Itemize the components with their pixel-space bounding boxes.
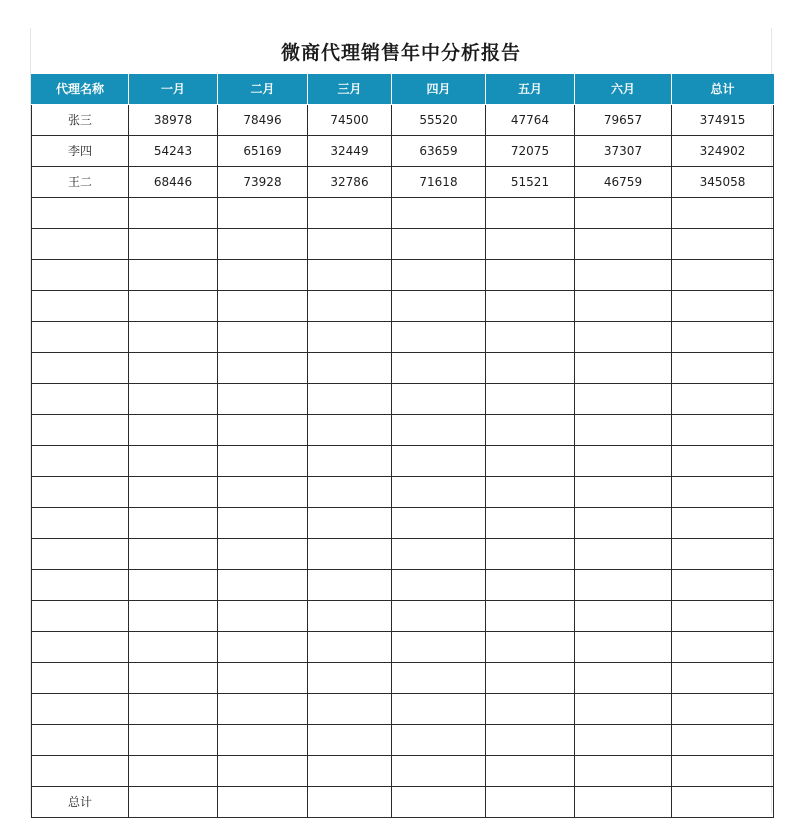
empty-cell[interactable] xyxy=(392,569,486,600)
empty-cell[interactable] xyxy=(129,507,218,538)
empty-row xyxy=(32,228,774,259)
empty-cell[interactable] xyxy=(575,693,672,724)
empty-cell[interactable] xyxy=(486,383,575,414)
header-apr[interactable]: 四月 xyxy=(392,74,486,104)
empty-cell[interactable] xyxy=(218,414,308,445)
empty-cell[interactable] xyxy=(575,259,672,290)
empty-cell[interactable] xyxy=(575,631,672,662)
empty-cell[interactable] xyxy=(129,383,218,414)
value-cell[interactable]: 71618 xyxy=(392,166,486,197)
value-cell[interactable]: 37307 xyxy=(575,135,672,166)
empty-cell[interactable] xyxy=(32,197,129,228)
empty-cell[interactable] xyxy=(32,290,129,321)
empty-cell[interactable] xyxy=(218,631,308,662)
value-cell[interactable]: 63659 xyxy=(392,135,486,166)
empty-cell[interactable] xyxy=(672,290,774,321)
empty-cell[interactable] xyxy=(32,321,129,352)
empty-cell[interactable] xyxy=(218,259,308,290)
empty-cell[interactable] xyxy=(486,259,575,290)
empty-cell[interactable] xyxy=(672,476,774,507)
empty-cell[interactable] xyxy=(308,321,392,352)
empty-cell[interactable] xyxy=(218,197,308,228)
empty-cell[interactable] xyxy=(129,259,218,290)
header-agent-name[interactable]: 代理名称 xyxy=(32,74,129,104)
empty-row xyxy=(32,569,774,600)
empty-cell[interactable] xyxy=(672,259,774,290)
empty-cell[interactable] xyxy=(392,352,486,383)
total-cell[interactable] xyxy=(129,786,218,817)
empty-cell[interactable] xyxy=(218,693,308,724)
empty-cell[interactable] xyxy=(218,538,308,569)
empty-row xyxy=(32,600,774,631)
value-cell[interactable]: 32449 xyxy=(308,135,392,166)
empty-row xyxy=(32,724,774,755)
header-may[interactable]: 五月 xyxy=(486,74,575,104)
empty-cell[interactable] xyxy=(218,290,308,321)
empty-cell[interactable] xyxy=(129,724,218,755)
empty-cell[interactable] xyxy=(672,352,774,383)
empty-cell[interactable] xyxy=(129,321,218,352)
empty-cell[interactable] xyxy=(308,197,392,228)
empty-cell[interactable] xyxy=(218,600,308,631)
empty-row xyxy=(32,414,774,445)
empty-cell[interactable] xyxy=(575,476,672,507)
empty-cell[interactable] xyxy=(129,445,218,476)
total-cell[interactable] xyxy=(218,786,308,817)
empty-cell[interactable] xyxy=(486,631,575,662)
empty-cell[interactable] xyxy=(308,414,392,445)
empty-cell[interactable] xyxy=(32,693,129,724)
empty-cell[interactable] xyxy=(308,538,392,569)
value-cell[interactable]: 73928 xyxy=(218,166,308,197)
empty-row xyxy=(32,693,774,724)
empty-cell[interactable] xyxy=(129,228,218,259)
empty-cell[interactable] xyxy=(392,507,486,538)
empty-cell[interactable] xyxy=(672,197,774,228)
empty-cell[interactable] xyxy=(129,569,218,600)
empty-cell[interactable] xyxy=(308,507,392,538)
empty-cell[interactable] xyxy=(486,662,575,693)
empty-cell[interactable] xyxy=(392,290,486,321)
empty-cell[interactable] xyxy=(32,538,129,569)
empty-cell[interactable] xyxy=(575,414,672,445)
empty-cell[interactable] xyxy=(486,321,575,352)
empty-cell[interactable] xyxy=(486,476,575,507)
header-total[interactable]: 总计 xyxy=(672,74,774,104)
empty-cell[interactable] xyxy=(218,228,308,259)
value-cell[interactable]: 55520 xyxy=(392,104,486,135)
empty-cell[interactable] xyxy=(672,662,774,693)
agent-name-cell[interactable]: 李四 xyxy=(32,135,129,166)
empty-cell[interactable] xyxy=(32,631,129,662)
empty-cell[interactable] xyxy=(218,569,308,600)
header-row xyxy=(32,74,774,104)
empty-cell[interactable] xyxy=(129,476,218,507)
empty-cell[interactable] xyxy=(129,414,218,445)
empty-cell[interactable] xyxy=(308,755,392,786)
empty-cell[interactable] xyxy=(575,445,672,476)
empty-cell[interactable] xyxy=(486,445,575,476)
empty-row xyxy=(32,259,774,290)
value-cell[interactable]: 79657 xyxy=(575,104,672,135)
empty-cell[interactable] xyxy=(575,600,672,631)
empty-cell[interactable] xyxy=(308,724,392,755)
total-row xyxy=(32,786,774,817)
value-cell[interactable]: 32786 xyxy=(308,166,392,197)
empty-cell[interactable] xyxy=(392,414,486,445)
empty-cell[interactable] xyxy=(129,693,218,724)
empty-cell[interactable] xyxy=(672,507,774,538)
value-cell[interactable]: 46759 xyxy=(575,166,672,197)
empty-cell[interactable] xyxy=(308,569,392,600)
empty-cell[interactable] xyxy=(32,755,129,786)
empty-cell[interactable] xyxy=(32,600,129,631)
empty-cell[interactable] xyxy=(575,538,672,569)
empty-cell[interactable] xyxy=(672,228,774,259)
empty-row xyxy=(32,631,774,662)
empty-cell[interactable] xyxy=(392,197,486,228)
empty-cell[interactable] xyxy=(32,662,129,693)
empty-cell[interactable] xyxy=(308,631,392,662)
empty-row xyxy=(32,755,774,786)
empty-cell[interactable] xyxy=(308,693,392,724)
empty-cell[interactable] xyxy=(392,600,486,631)
empty-cell[interactable] xyxy=(218,476,308,507)
empty-cell[interactable] xyxy=(32,724,129,755)
empty-cell[interactable] xyxy=(672,414,774,445)
empty-cell[interactable] xyxy=(308,445,392,476)
value-cell[interactable]: 345058 xyxy=(672,166,774,197)
empty-cell[interactable] xyxy=(486,290,575,321)
empty-cell[interactable] xyxy=(308,662,392,693)
value-cell[interactable]: 47764 xyxy=(486,104,575,135)
empty-cell[interactable] xyxy=(392,724,486,755)
empty-cell[interactable] xyxy=(32,259,129,290)
empty-row xyxy=(32,321,774,352)
value-cell[interactable]: 78496 xyxy=(218,104,308,135)
empty-cell[interactable] xyxy=(218,445,308,476)
empty-cell[interactable] xyxy=(129,290,218,321)
table-row xyxy=(32,166,774,197)
empty-cell[interactable] xyxy=(392,476,486,507)
empty-cell[interactable] xyxy=(575,662,672,693)
empty-cell[interactable] xyxy=(672,724,774,755)
empty-cell[interactable] xyxy=(32,476,129,507)
empty-cell[interactable] xyxy=(575,383,672,414)
value-cell[interactable]: 72075 xyxy=(486,135,575,166)
empty-row xyxy=(32,197,774,228)
empty-cell[interactable] xyxy=(672,755,774,786)
table-row xyxy=(32,135,774,166)
empty-cell[interactable] xyxy=(218,755,308,786)
empty-cell[interactable] xyxy=(575,290,672,321)
empty-cell[interactable] xyxy=(308,352,392,383)
value-cell[interactable]: 38978 xyxy=(129,104,218,135)
empty-cell[interactable] xyxy=(486,228,575,259)
empty-cell[interactable] xyxy=(129,662,218,693)
empty-cell[interactable] xyxy=(392,662,486,693)
empty-cell[interactable] xyxy=(486,352,575,383)
empty-cell[interactable] xyxy=(129,600,218,631)
empty-cell[interactable] xyxy=(129,352,218,383)
empty-cell[interactable] xyxy=(32,414,129,445)
empty-cell[interactable] xyxy=(575,755,672,786)
header-jan[interactable]: 一月 xyxy=(129,74,218,104)
empty-row xyxy=(32,290,774,321)
empty-cell[interactable] xyxy=(486,507,575,538)
empty-cell[interactable] xyxy=(218,662,308,693)
empty-cell[interactable] xyxy=(129,755,218,786)
empty-cell[interactable] xyxy=(486,755,575,786)
empty-cell[interactable] xyxy=(486,600,575,631)
empty-cell[interactable] xyxy=(392,228,486,259)
empty-row xyxy=(32,445,774,476)
empty-cell[interactable] xyxy=(308,600,392,631)
empty-cell[interactable] xyxy=(32,352,129,383)
empty-cell[interactable] xyxy=(392,259,486,290)
empty-row xyxy=(32,476,774,507)
sales-table xyxy=(31,74,774,818)
report-title: 微商代理销售年中分析报告 xyxy=(280,41,521,64)
total-cell[interactable] xyxy=(575,786,672,817)
empty-cell[interactable] xyxy=(392,321,486,352)
header-mar[interactable]: 三月 xyxy=(308,74,392,104)
value-cell[interactable]: 324902 xyxy=(672,135,774,166)
empty-cell[interactable] xyxy=(392,693,486,724)
empty-cell[interactable] xyxy=(575,569,672,600)
empty-cell[interactable] xyxy=(486,724,575,755)
empty-cell[interactable] xyxy=(575,197,672,228)
empty-cell[interactable] xyxy=(129,631,218,662)
value-cell[interactable]: 74500 xyxy=(308,104,392,135)
empty-cell[interactable] xyxy=(672,383,774,414)
agent-name-cell[interactable]: 张三 xyxy=(32,104,129,135)
empty-cell[interactable] xyxy=(32,383,129,414)
empty-cell[interactable] xyxy=(672,600,774,631)
empty-cell[interactable] xyxy=(575,724,672,755)
empty-cell[interactable] xyxy=(218,352,308,383)
empty-row xyxy=(32,507,774,538)
empty-cell[interactable] xyxy=(392,755,486,786)
empty-cell[interactable] xyxy=(32,445,129,476)
empty-cell[interactable] xyxy=(32,228,129,259)
empty-cell[interactable] xyxy=(486,538,575,569)
empty-cell[interactable] xyxy=(308,383,392,414)
empty-cell[interactable] xyxy=(575,352,672,383)
empty-cell[interactable] xyxy=(32,507,129,538)
value-cell[interactable]: 54243 xyxy=(129,135,218,166)
table-row xyxy=(32,104,774,135)
total-cell[interactable] xyxy=(486,786,575,817)
empty-row xyxy=(32,538,774,569)
value-cell[interactable]: 51521 xyxy=(486,166,575,197)
empty-cell[interactable] xyxy=(575,507,672,538)
empty-cell[interactable] xyxy=(308,259,392,290)
empty-cell[interactable] xyxy=(575,228,672,259)
empty-row xyxy=(32,662,774,693)
total-label-cell[interactable]: 总计 xyxy=(32,786,129,817)
value-cell[interactable]: 65169 xyxy=(218,135,308,166)
empty-cell[interactable] xyxy=(486,197,575,228)
empty-cell[interactable] xyxy=(486,569,575,600)
empty-cell[interactable] xyxy=(392,445,486,476)
empty-cell[interactable] xyxy=(218,724,308,755)
empty-row xyxy=(32,352,774,383)
empty-cell[interactable] xyxy=(672,538,774,569)
empty-cell[interactable] xyxy=(672,693,774,724)
empty-cell[interactable] xyxy=(218,321,308,352)
empty-cell[interactable] xyxy=(308,476,392,507)
empty-cell[interactable] xyxy=(672,631,774,662)
agent-name-cell[interactable]: 王二 xyxy=(32,166,129,197)
report-sheet xyxy=(30,28,772,814)
table-body xyxy=(32,104,774,817)
header-jun[interactable]: 六月 xyxy=(575,74,672,104)
empty-cell[interactable] xyxy=(392,631,486,662)
empty-cell[interactable] xyxy=(308,290,392,321)
total-cell[interactable] xyxy=(672,786,774,817)
empty-cell[interactable] xyxy=(486,693,575,724)
empty-row xyxy=(32,383,774,414)
empty-cell[interactable] xyxy=(672,569,774,600)
total-cell[interactable] xyxy=(392,786,486,817)
empty-cell[interactable] xyxy=(486,414,575,445)
empty-cell[interactable] xyxy=(32,569,129,600)
empty-cell[interactable] xyxy=(672,321,774,352)
empty-cell[interactable] xyxy=(218,507,308,538)
empty-cell[interactable] xyxy=(575,321,672,352)
empty-cell[interactable] xyxy=(392,383,486,414)
total-cell[interactable] xyxy=(308,786,392,817)
value-cell[interactable]: 68446 xyxy=(129,166,218,197)
empty-cell[interactable] xyxy=(129,197,218,228)
empty-cell[interactable] xyxy=(129,538,218,569)
value-cell[interactable]: 374915 xyxy=(672,104,774,135)
empty-cell[interactable] xyxy=(308,228,392,259)
empty-cell[interactable] xyxy=(392,538,486,569)
empty-cell[interactable] xyxy=(218,383,308,414)
header-feb[interactable]: 二月 xyxy=(218,74,308,104)
empty-cell[interactable] xyxy=(672,445,774,476)
